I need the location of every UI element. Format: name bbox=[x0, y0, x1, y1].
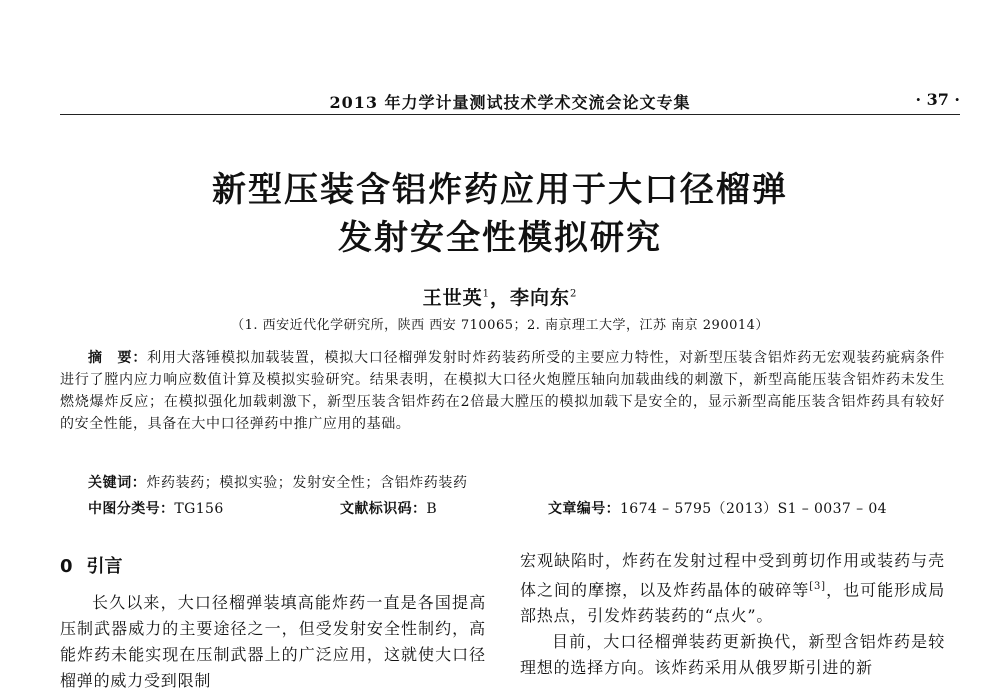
section-heading bbox=[60, 552, 123, 578]
section-number: 0 bbox=[60, 556, 73, 577]
keywords-label: 关键词： bbox=[88, 475, 147, 491]
author-2-affil-mark: 2 bbox=[570, 288, 578, 300]
paper-title-line1: 新型压装含铝炸药应用于大口径榴弹 bbox=[212, 170, 788, 210]
clc-label: 中图分类号： bbox=[88, 501, 175, 517]
page-number: · 37 · bbox=[915, 90, 960, 109]
doc-label: 文献标识码： bbox=[340, 501, 427, 517]
paragraph-text: ，也可能形成局部热点，引发炸药装药的“点火”。 bbox=[520, 580, 945, 626]
paper-title-line2: 发射安全性模拟研究 bbox=[338, 218, 662, 258]
authors bbox=[0, 283, 1000, 310]
doc-value: B bbox=[426, 501, 438, 517]
keywords-text: 炸药装药；模拟实验；发射安全性；含铝炸药装药 bbox=[146, 475, 468, 491]
body-column-left bbox=[60, 590, 486, 694]
paragraph-text: 宏观缺陷时，炸药在发射过程中受到剪切作用或装药与壳体之间的摩擦，以及炸药晶体的破碎等 bbox=[520, 551, 945, 600]
abstract bbox=[60, 347, 945, 435]
article-number bbox=[548, 498, 887, 518]
document-code bbox=[340, 498, 437, 518]
paragraph: 长久以来，大口径榴弹装填高能炸药一直是各国提高压制武器威力的主要途径之一，但受发射安全性制约，高能炸药未能实现在压制武器上的广泛应用，这就使大口径榴弹的威力受到限制 bbox=[60, 593, 486, 690]
author-1-affil-mark: 1 bbox=[482, 288, 490, 300]
article-label: 文章编号： bbox=[548, 501, 620, 517]
body-column-right bbox=[520, 548, 945, 681]
author-separator: ， bbox=[489, 287, 510, 309]
keywords bbox=[88, 472, 468, 492]
section-title: 引言 bbox=[86, 556, 123, 577]
clc-number bbox=[88, 498, 224, 518]
paragraph: 目前，大口径榴弹装药更新换代，新型含铝炸药是较理想的选择方向。该炸药采用从俄罗斯引进的新 bbox=[520, 632, 945, 678]
author-1: 王世英 bbox=[422, 287, 483, 309]
article-value: 1674 – 5795（2013）S1 – 0037 – 04 bbox=[620, 501, 887, 517]
abstract-label: 摘 要： bbox=[88, 350, 148, 366]
citation: [3] bbox=[809, 581, 826, 592]
paragraph bbox=[520, 548, 945, 629]
running-header bbox=[60, 88, 960, 115]
affiliation: （1. 西安近代化学研究所，陕西 西安 710065；2. 南京理工大学，江苏 南京 290014） bbox=[231, 318, 769, 333]
author-2: 李向东 bbox=[510, 287, 571, 309]
abstract-text: 利用大落锤模拟加载装置，模拟大口径榴弹发射时炸药装药所受的主要应力特性，对新型压装含铝炸药无宏观装药疵病条件进行了膛内应力响应数值计算及模拟实验研究。结果表明，在模拟大口径火炮膛压轴向加载曲线的刺激下，新型高能压装含铝炸药未发生燃烧爆炸反应；在模拟强化加载刺激下，新型压装含铝炸药在2倍最大膛压的模拟加载下是安全的，显示新型高能压装含铝炸药具有较好的安全性能，具备在大中口径弹药中推广应用的基础。 bbox=[60, 350, 945, 432]
journal-title: 2013 年力学计量测试技术学术交流会论文专集 bbox=[329, 93, 691, 112]
clc-value: TG156 bbox=[174, 501, 224, 517]
